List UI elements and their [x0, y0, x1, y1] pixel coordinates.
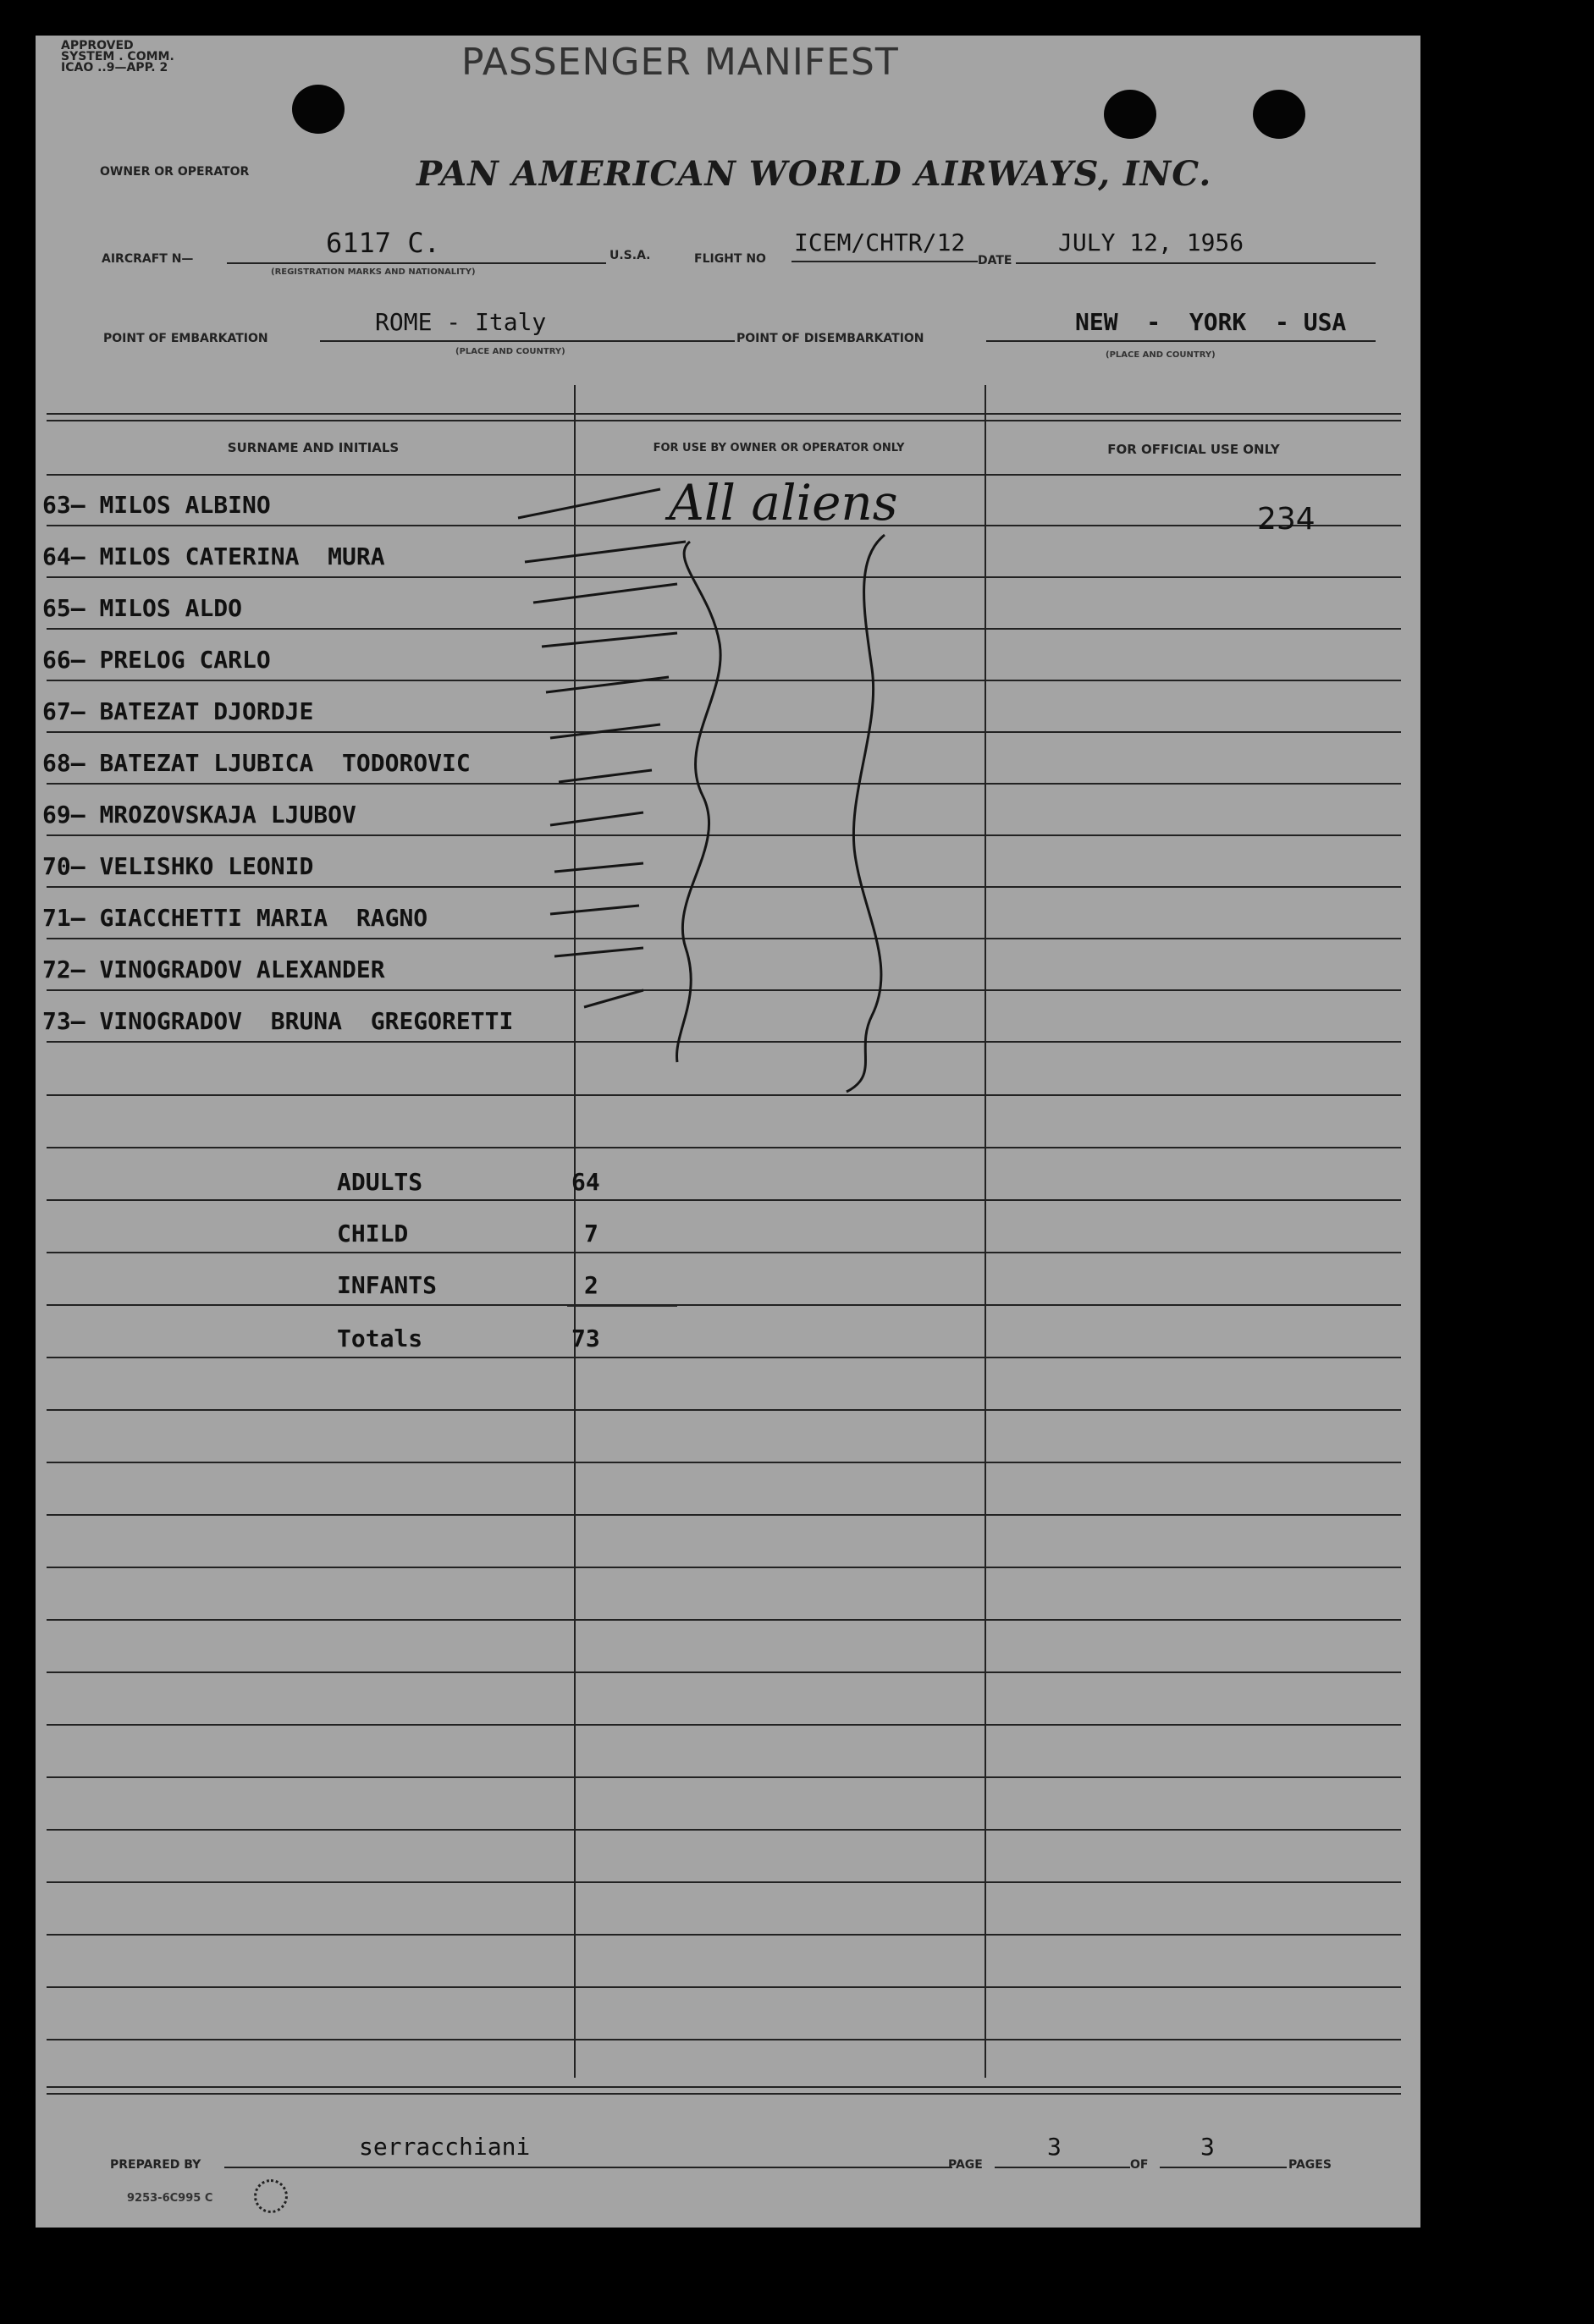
infants-value: 2	[584, 1271, 598, 1299]
flight-value: ICEM/CHTR/12	[794, 229, 966, 256]
passenger-row: 69— MROZOVSKAJA LJUBOV	[42, 801, 356, 829]
of-value: 3	[1200, 2133, 1215, 2161]
form-number: 9253-6C995 C	[127, 2192, 213, 2205]
handwritten-note: All aliens	[669, 474, 898, 531]
prepared-underline	[224, 2167, 952, 2168]
date-value: JULY 12, 1956	[1058, 229, 1244, 256]
official-mark: 234	[1257, 502, 1315, 537]
passenger-row: 72— VINOGRADOV ALEXANDER	[42, 955, 385, 983]
ditto-curve	[847, 535, 885, 1092]
passenger-row: 73— VINOGRADOV BRUNA GREGORETTI	[42, 1007, 514, 1035]
approval-stamp: APPROVED SYSTEM . COMM. ICAO ..9—APP. 2	[61, 39, 174, 74]
passenger-row: 70— VELISHKO LEONID	[42, 852, 314, 880]
child-label: CHILD	[337, 1220, 409, 1247]
operator-name: PAN AMERICAN WORLD AIRWAYS, INC.	[416, 154, 1212, 194]
embarkation-value: ROME - Italy	[375, 308, 547, 336]
place-sublabel: (PLACE AND COUNTRY)	[1106, 350, 1216, 360]
totals-underline	[567, 1305, 677, 1307]
page-title: PASSENGER MANIFEST	[461, 41, 899, 84]
passenger-row: 66— PRELOG CARLO	[42, 646, 271, 674]
union-bug-stamp	[254, 2179, 288, 2213]
totals-label: Totals	[337, 1324, 423, 1352]
place-sublabel: (PLACE AND COUNTRY)	[455, 347, 565, 356]
aircraft-label: AIRCRAFT N—	[102, 252, 194, 266]
tick-mark	[518, 489, 686, 1007]
of-label: OF	[1130, 2158, 1149, 2172]
passenger-row: 68— BATEZAT LJUBICA TODOROVIC	[42, 749, 471, 777]
totals-value: 73	[571, 1324, 600, 1352]
child-value: 7	[584, 1220, 598, 1247]
col-official-header: FOR OFFICIAL USE ONLY	[1107, 442, 1280, 457]
of-underline	[1160, 2167, 1287, 2168]
ditto-curve	[677, 542, 721, 1062]
passenger-row: 67— BATEZAT DJORDJE	[42, 697, 314, 725]
passenger-row: 71— GIACCHETTI MARIA RAGNO	[42, 904, 428, 932]
registration-sublabel: (REGISTRATION MARKS AND NATIONALITY)	[271, 267, 476, 277]
col-operator-header: FOR USE BY OWNER OR OPERATOR ONLY	[653, 442, 905, 454]
disembarkation-label: POINT OF DISEMBARKATION	[736, 332, 924, 345]
infants-label: INFANTS	[337, 1271, 438, 1299]
embarkation-label: POINT OF EMBARKATION	[103, 332, 268, 345]
usa-label: U.S.A.	[609, 249, 651, 262]
passenger-row: 65— MILOS ALDO	[42, 594, 243, 622]
adults-label: ADULTS	[337, 1168, 423, 1196]
page-underline	[995, 2167, 1130, 2168]
date-label: DATE	[978, 254, 1012, 267]
passenger-row: 64— MILOS CATERINA MURA	[42, 542, 385, 570]
page-label: PAGE	[948, 2158, 983, 2172]
prepared-label: PREPARED BY	[110, 2158, 201, 2172]
aircraft-value: 6117 C.	[326, 227, 440, 259]
passenger-row: 63— MILOS ALBINO	[42, 491, 271, 519]
adults-value: 64	[571, 1168, 600, 1196]
col-surname-header: SURNAME AND INITIALS	[227, 440, 400, 455]
owner-label: OWNER OR OPERATOR	[100, 165, 250, 179]
page-value: 3	[1047, 2133, 1062, 2161]
disembarkation-value: NEW - YORK - USA	[1075, 308, 1347, 336]
flight-label: FLIGHT NO	[694, 252, 766, 266]
prepared-value: serracchiani	[359, 2133, 531, 2161]
pages-label: PAGES	[1288, 2158, 1332, 2172]
